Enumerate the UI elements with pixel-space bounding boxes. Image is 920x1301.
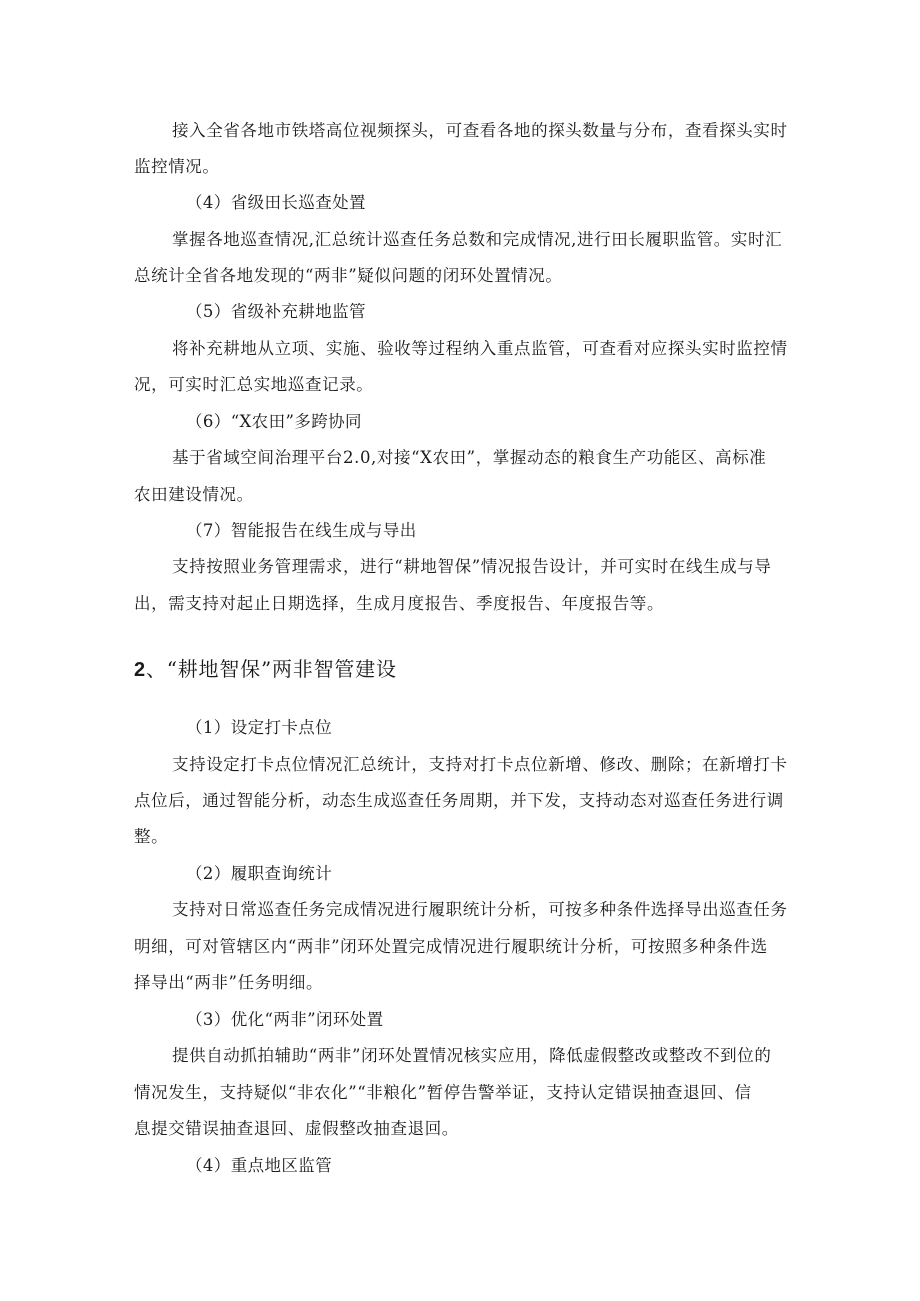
subheading: （1）设定打卡点位 [186,718,333,737]
paragraph-line: 点位后，通过智能分析，动态生成巡查任务周期，并下发，支持动态对巡查任务进行调 [134,791,784,810]
paragraph-line: 明细，可对管辖区内“两非”闭环处置完成情况进行履职统计分析，可按照多种条件选 [134,937,768,956]
paragraph-line: 支持设定打卡点位情况汇总统计，支持对打卡点位新增、修改、删除；在新增打卡 [172,755,788,774]
subheading: （4）重点地区监管 [186,1156,333,1175]
paragraph-line: 息提交错误抽查退回、虚假整改抽查退回。 [134,1119,459,1138]
section-number: 2 [134,659,146,681]
paragraph-line: 掌握各地巡查情况,汇总统计巡查任务总数和完成情况,进行田长履职监管。实时汇 [172,230,783,249]
paragraph-line: 况，可实时汇总实地巡查记录。 [134,375,374,394]
paragraph-line: 基于省域空间治理平台2.0,对接“X农田”，掌握动态的粮食生产功能区、高标准 [172,448,767,467]
paragraph-line: 出，需支持对起止日期选择，生成月度报告、季度报告、年度报告等。 [134,594,665,613]
subheading: （7）智能报告在线生成与导出 [186,521,417,540]
paragraph-line: 将补充耕地从立项、实施、验收等过程纳入重点监管，可查看对应探头实时监控情 [172,339,788,358]
paragraph-line: 农田建设情况。 [134,485,254,504]
paragraph-line: 接入全省各地市铁塔高位视频探头，可查看各地的探头数量与分布，查看探头实时 [172,121,788,140]
paragraph-line: 择导出“两非”任务明细。 [134,973,324,992]
subheading: （3）优化“两非”闭环处置 [186,1010,384,1029]
subheading: （5）省级补充耕地监管 [186,302,366,321]
subheading: （2）履职查询统计 [186,864,333,883]
paragraph-line: 提供自动抓拍辅助“两非”闭环处置情况核实应用，降低虚假整改或整改不到位的 [172,1046,772,1065]
paragraph-line: 总统计全省各地发现的“两非”疑似问题的闭环处置情况。 [134,266,563,285]
section-heading [134,656,397,683]
paragraph-line: 监控情况。 [134,157,220,176]
subheading: （4）省级田长巡查处置 [186,193,366,212]
paragraph-line: 支持按照业务管理需求，进行“耕地智保”情况报告设计，并可实时在线生成与导 [172,557,772,576]
paragraph-line: 整。 [134,827,169,846]
section-title: 、“耕地智保”两非智管建设 [145,657,397,681]
paragraph-line: 支持对日常巡查任务完成情况进行履职统计分析，可按多种条件选择导出巡查任务 [172,900,788,919]
paragraph-line: 情况发生，支持疑似“非农化”“非粮化”暂停告警举证，支持认定错误抽查退回、信 [134,1083,752,1102]
subheading: （6）“X农田”多跨协同 [186,412,362,431]
